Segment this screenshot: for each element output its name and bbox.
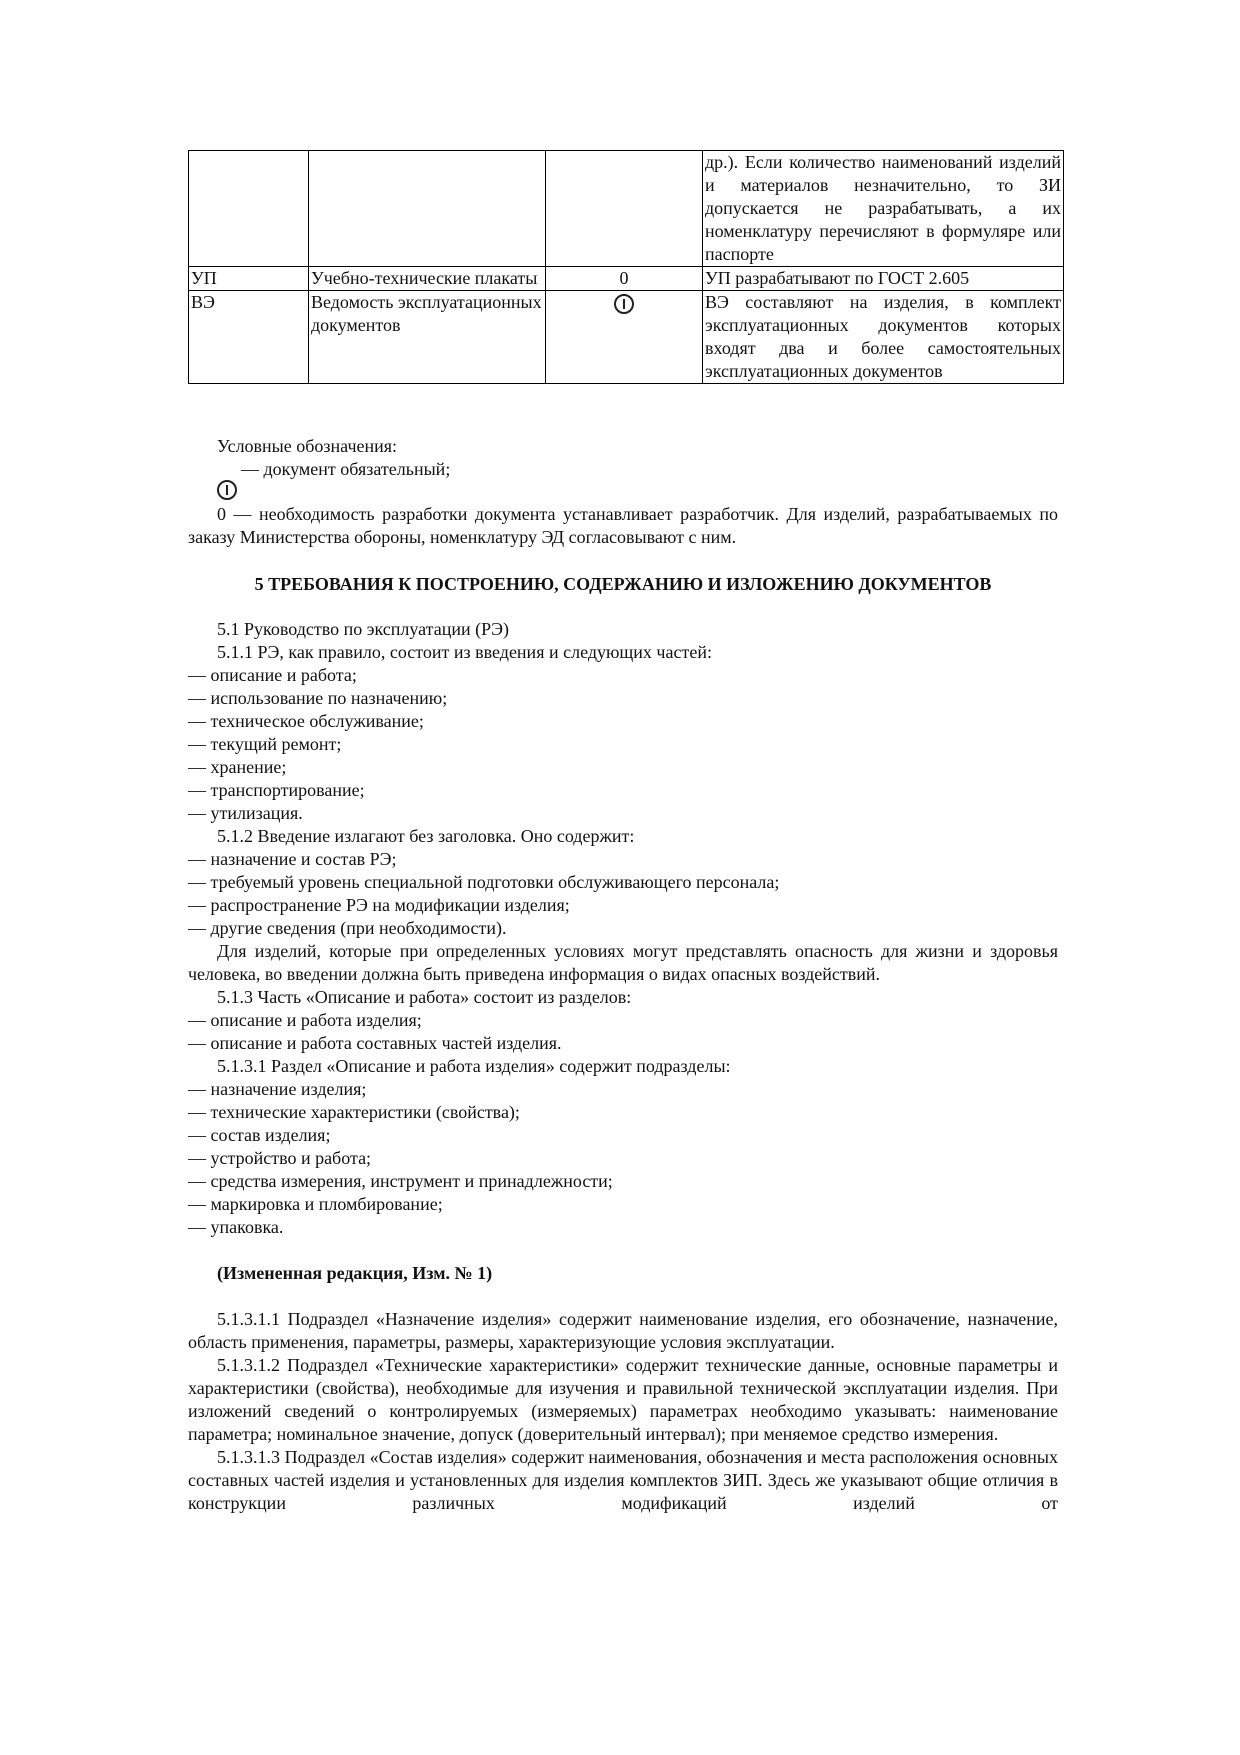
paragraph: 5.1.3 Часть «Описание и работа» состоит из разделов: (217, 987, 632, 1007)
paragraph: 5.1.3.1.2 Подраздел «Технические характеристики» содержит технические данные, основные параметры и характеристики (свойства), необходимые для изучения и правильной технической эксплуатации изделия. При изложений сведений о контролируемых (измеряемых) параметрах необходимо указывать: наименование параметра; номинальное значение, допуск (доверительный интервал); при меняемое средство измерения. (188, 1355, 1058, 1444)
doc-name-cell: Ведомость эксплуатационных документов (309, 291, 546, 384)
doc-code-cell: УП (189, 267, 309, 291)
legend-mandatory: — документ обязательный; (241, 459, 451, 479)
mark-cell (546, 291, 703, 384)
documents-table (188, 150, 1064, 384)
paragraph: 5.1.1 РЭ, как правило, состоит из введения и следующих частей: (217, 642, 712, 662)
list-item: — требуемый уровень специальной подготовки обслуживающего персонала; (188, 872, 780, 892)
mark-cell: 0 (546, 267, 703, 291)
list-item: — маркировка и пломбирование; (188, 1194, 443, 1214)
legend (188, 435, 1058, 549)
list-item: — техническое обслуживание; (188, 711, 424, 731)
paragraph: 5.1.2 Введение излагают без заголовка. Оно содержит: (217, 826, 635, 846)
section-5 (188, 573, 1058, 1515)
doc-name-cell (309, 151, 546, 267)
doc-code-cell (189, 151, 309, 267)
list-item: — технические характеристики (свойства); (188, 1102, 520, 1122)
table-row (189, 291, 1064, 384)
list-item: — описание и работа; (188, 665, 357, 685)
paragraph: 5.1.3.1.1 Подраздел «Назначение изделия» содержит наименование изделия, его обозначение, назначение, область применения, параметры, размеры, характеризующие условия эксплуатации. (188, 1309, 1058, 1352)
list-item: — назначение изделия; (188, 1079, 367, 1099)
list-item: — описание и работа изделия; (188, 1010, 422, 1030)
list-item: — средства измерения, инструмент и принадлежности; (188, 1171, 613, 1191)
legend-title: Условные обозначения: (217, 436, 398, 456)
list-item: — устройство и работа; (188, 1148, 372, 1168)
list-item: — транспортирование; (188, 780, 365, 800)
paragraph: 5.1 Руководство по эксплуатации (РЭ) (217, 619, 509, 639)
note-cell: УП разрабатывают по ГОСТ 2.605 (703, 267, 1064, 291)
list-item: — другие сведения (при необходимости). (188, 918, 507, 938)
note-cell: ВЭ составляют на изделия, в комплект эксплуатационных документов которых входят два и более самостоятельных эксплуатационных документов (703, 291, 1064, 384)
list-item: — хранение; (188, 757, 287, 777)
table-row (189, 151, 1064, 267)
paragraph: 5.1.3.1 Раздел «Описание и работа изделия» содержит подразделы: (217, 1056, 731, 1076)
amendment-note: (Измененная редакция, Изм. № 1) (217, 1263, 493, 1283)
paragraph: Для изделий, которые при определенных условиях могут представлять опасность для жизни и здоровья человека, во введении должна быть приведена информация о видах опасных воздействий. (188, 941, 1058, 984)
mark-cell (546, 151, 703, 267)
doc-name-cell: Учебно-технические плакаты (309, 267, 546, 291)
note-cell: др.). Если количество наименований изделий и материалов незначительно, то ЗИ допускается не разрабатывать, а их номенклатуру перечисляют в формуляре или паспорте (703, 151, 1064, 267)
section-heading: 5 ТРЕБОВАНИЯ К ПОСТРОЕНИЮ, СОДЕРЖАНИЮ И ИЗЛОЖЕНИЮ ДОКУМЕНТОВ (254, 574, 992, 594)
list-item: — описание и работа составных частей изделия. (188, 1033, 562, 1053)
list-item: — утилизация. (188, 803, 303, 823)
table-row (189, 267, 1064, 291)
doc-code-cell: ВЭ (189, 291, 309, 384)
list-item: — состав изделия; (188, 1125, 331, 1145)
list-item: — использование по назначению; (188, 688, 448, 708)
list-item: — текущий ремонт; (188, 734, 342, 754)
list-item: — назначение и состав РЭ; (188, 849, 397, 869)
legend-zero: 0 — необходимость разработки документа устанавливает разработчик. Для изделий, разрабатываемых по заказу Министерства обороны, номенклатуру ЭД согласовывают с ним. (188, 504, 1058, 547)
list-item: — распространение РЭ на модификации изделия; (188, 895, 570, 915)
list-item: — упаковка. (188, 1217, 284, 1237)
mandatory-icon (217, 480, 237, 500)
mandatory-icon (614, 294, 634, 314)
paragraph: 5.1.3.1.3 Подраздел «Состав изделия» содержит наименования, обозначения и места расположения основных составных частей изделия и установленных для изделия комплектов ЗИП. Здесь же указывают общие отличия в конструкции различных модификаций изделий от (188, 1447, 1058, 1513)
